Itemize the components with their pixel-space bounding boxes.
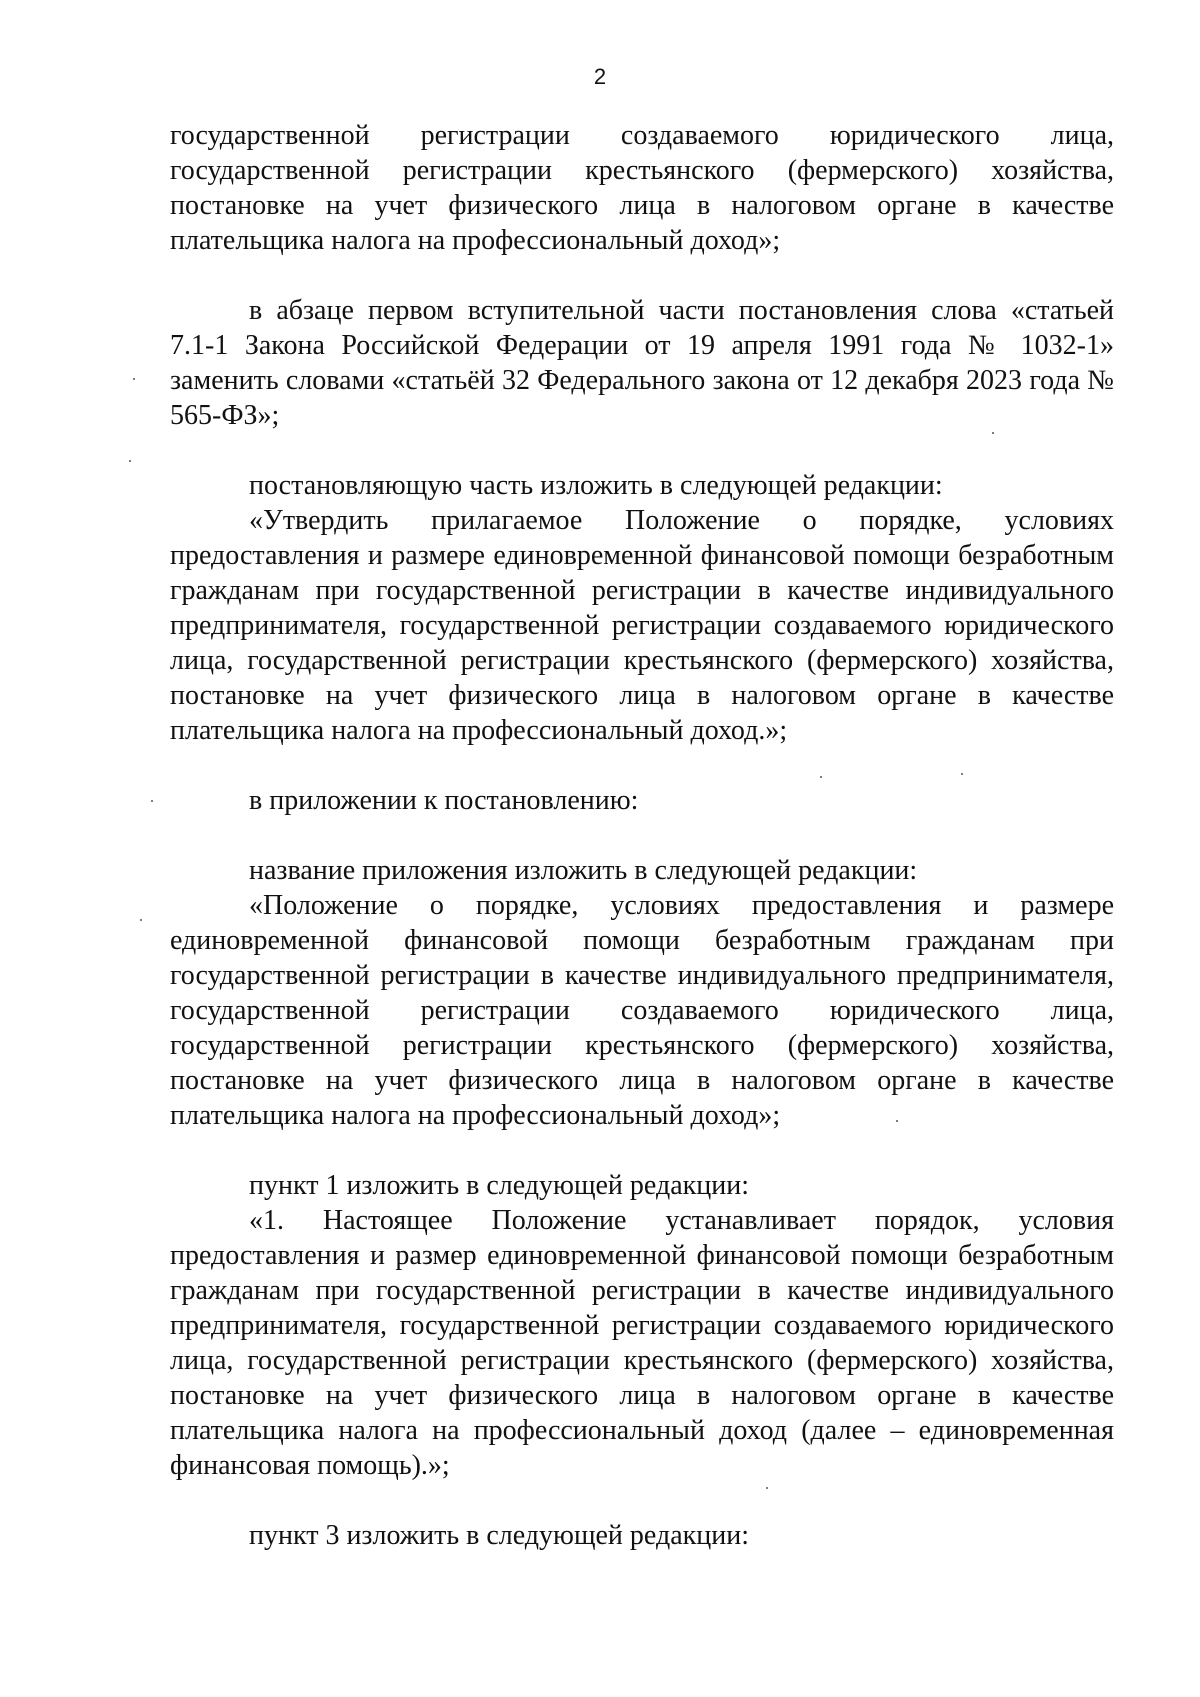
paragraph-7: «Положение о порядке, условиях предоставления и размере единовременной финансовой помощи безработным гражданам при государственной регистрации в качестве индивидуального предпринимателя, государственной регистрации создаваемого юридического лица, государственной регистрации крестьянского (фермерского) хозяйства, постановке на учет физического лица в налоговом органе в качестве плательщика налога на профессиональный доход»;	[170, 890, 1114, 1131]
scan-speck	[133, 378, 135, 380]
paragraph-8: пункт 1 изложить в следующей редакции:	[249, 1170, 749, 1201]
scan-speck	[140, 919, 142, 921]
scan-speck	[151, 800, 153, 802]
document-body	[170, 118, 1114, 1553]
scan-speck	[896, 1120, 898, 1122]
paragraph-5: в приложении к постановлению:	[249, 785, 639, 816]
page-number: 2	[593, 64, 607, 89]
scan-speck	[992, 432, 994, 434]
scan-speck	[961, 773, 963, 775]
paragraph-2: в абзаце первом вступительной части постановления слова «статьей 7.1-1 Закона Российской Федерации от 19 апреля 1991 года № 1032-1» заменить словами «статьёй 32 Федерального закона от 12 декабря 2023 года № 565-ФЗ»;	[170, 295, 1114, 431]
scan-speck	[766, 1487, 768, 1489]
paragraph-3: постановляющую часть изложить в следующей редакции:	[249, 470, 943, 501]
paragraph-10: пункт 3 изложить в следующей редакции:	[249, 1520, 749, 1551]
paragraph-1: государственной регистрации создаваемого юридического лица, государственной регистрации крестьянского (фермерского) хозяйства, постановке на учет физического лица в налоговом органе в качестве плательщика налога на профессиональный доход»;	[170, 120, 1114, 256]
paragraph-4: «Утвердить прилагаемое Положение о порядке, условиях предоставления и размере единовременной финансовой помощи безработным гражданам при государственной регистрации в качестве индивидуального предпринимателя, государственной регистрации создаваемого юридического лица, государственной регистрации крестьянского (фермерского) хозяйства, постановке на учет физического лица в налоговом органе в качестве плательщика налога на профессиональный доход.»;	[170, 505, 1114, 746]
paragraph-6: название приложения изложить в следующей редакции:	[249, 855, 918, 886]
scan-speck	[820, 776, 822, 778]
paragraph-9: «1. Настоящее Положение устанавливает порядок, условия предоставления и размер единовременной финансовой помощи безработным гражданам при государственной регистрации в качестве индивидуального предпринимателя, государственной регистрации создаваемого юридического лица, государственной регистрации крестьянского (фермерского) хозяйства, постановке на учет физического лица в налоговом органе в качестве плательщика налога на профессиональный доход (далее – единовременная финансовая помощь).»;	[170, 1205, 1114, 1481]
scan-speck	[129, 460, 131, 462]
